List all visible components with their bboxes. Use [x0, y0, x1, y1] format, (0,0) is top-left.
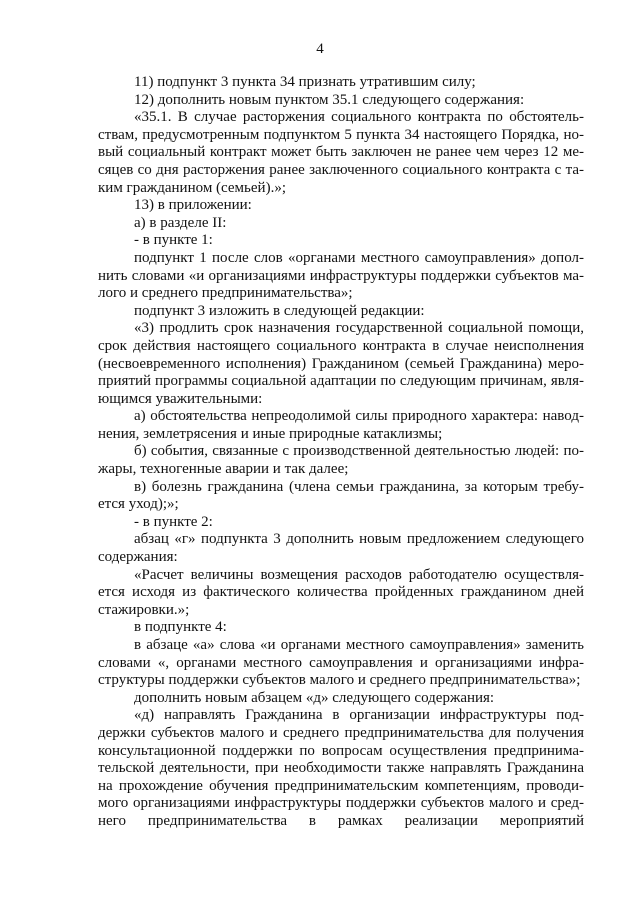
paragraph-abzac-d-text: «д) направлять Гражданина в организации инфраструктуры поддержки субъектов малого и среднего предпринимательства для получения консультационной поддержки по вопросам осуществления предпринимательской деятельности, при необходимости также направлять Гражданина на прохождение обучения предпринимательским компетенциям, проводимого организациями инфраструктуры поддержки субъектов малого и среднего предпринимательства в рамках реализации мероприятий [98, 707, 584, 829]
paragraph-item-13: 13) в приложении: [134, 197, 252, 214]
paragraph-abzac-a: в абзаце «а» слова «и органами местного самоуправления» заменить словами «, органами местного самоуправления и организациями инфраструктуры поддержки субъектов малого и среднего предпринимательства»; [98, 637, 584, 689]
paragraph-subpoint-3-text: «3) продлить срок назначения государственной социальной помощи, срок действия настоящего социального контракта в случае неисполнения (несвоевременного исполнения) Гражданином (семьей Гражданина) мероприятий программы социальной адаптации по следующим причинам, являющимся уважительными: [98, 320, 584, 407]
paragraph-reimbursement: «Расчет величины возмещения расходов работодателю осуществляется исходя из фактического количества пройденных гражданином дней стажировки.»; [98, 566, 584, 618]
paragraph-reason-a: а) обстоятельства непреодолимой силы природного характера: наводнения, землетрясения и иные природные катаклизмы; [98, 408, 584, 442]
paragraph-item-12: 12) дополнить новым пунктом 35.1 следующего содержания: [134, 91, 525, 108]
paragraph-point-1: - в пункте 1: [134, 232, 213, 249]
paragraph-section-2: а) в разделе II: [134, 214, 227, 231]
paragraph-point-2: - в пункте 2: [134, 513, 213, 530]
page-number: 4 [316, 41, 324, 57]
paragraph-subpoint-1-amendment: подпункт 1 после слов «органами местного самоуправления» дополнить словами «и организациями инфраструктуры поддержки субъектов малого и среднего предпринимательства»; [98, 249, 584, 302]
paragraph-reason-c: в) болезнь гражданина (члена семьи гражданина, за которым требуется уход);»; [98, 478, 584, 513]
paragraph-reason-b: б) события, связанные с производственной деятельностью людей: пожары, техногенные аварии и так далее; [98, 443, 584, 478]
document-body [98, 74, 584, 831]
paragraph-item-11: 11) подпункт 3 пункта 34 признать утратившим силу; [134, 74, 476, 90]
paragraph-subpoint-3-intro: подпункт 3 изложить в следующей редакции: [134, 302, 425, 319]
paragraph-abzac-g: абзац «г» подпункта 3 дополнить новым предложением следующего содержания: [98, 531, 584, 566]
paragraph-add-abzac-d: дополнить новым абзацем «д» следующего содержания: [134, 689, 495, 706]
paragraph-new-point-35-1: «35.1. В случае расторжения социального контракта по обстоятельствам, предусмотренным подпунктом 5 пункта 34 настоящего Порядка, новый социальный контракт может быть заключен не ранее чем через 12 месяцев со дня расторжения ранее заключенного социального контракта с таким гражданином (семьей).»; [98, 109, 584, 196]
paragraph-subpoint-4: в подпункте 4: [134, 619, 227, 636]
